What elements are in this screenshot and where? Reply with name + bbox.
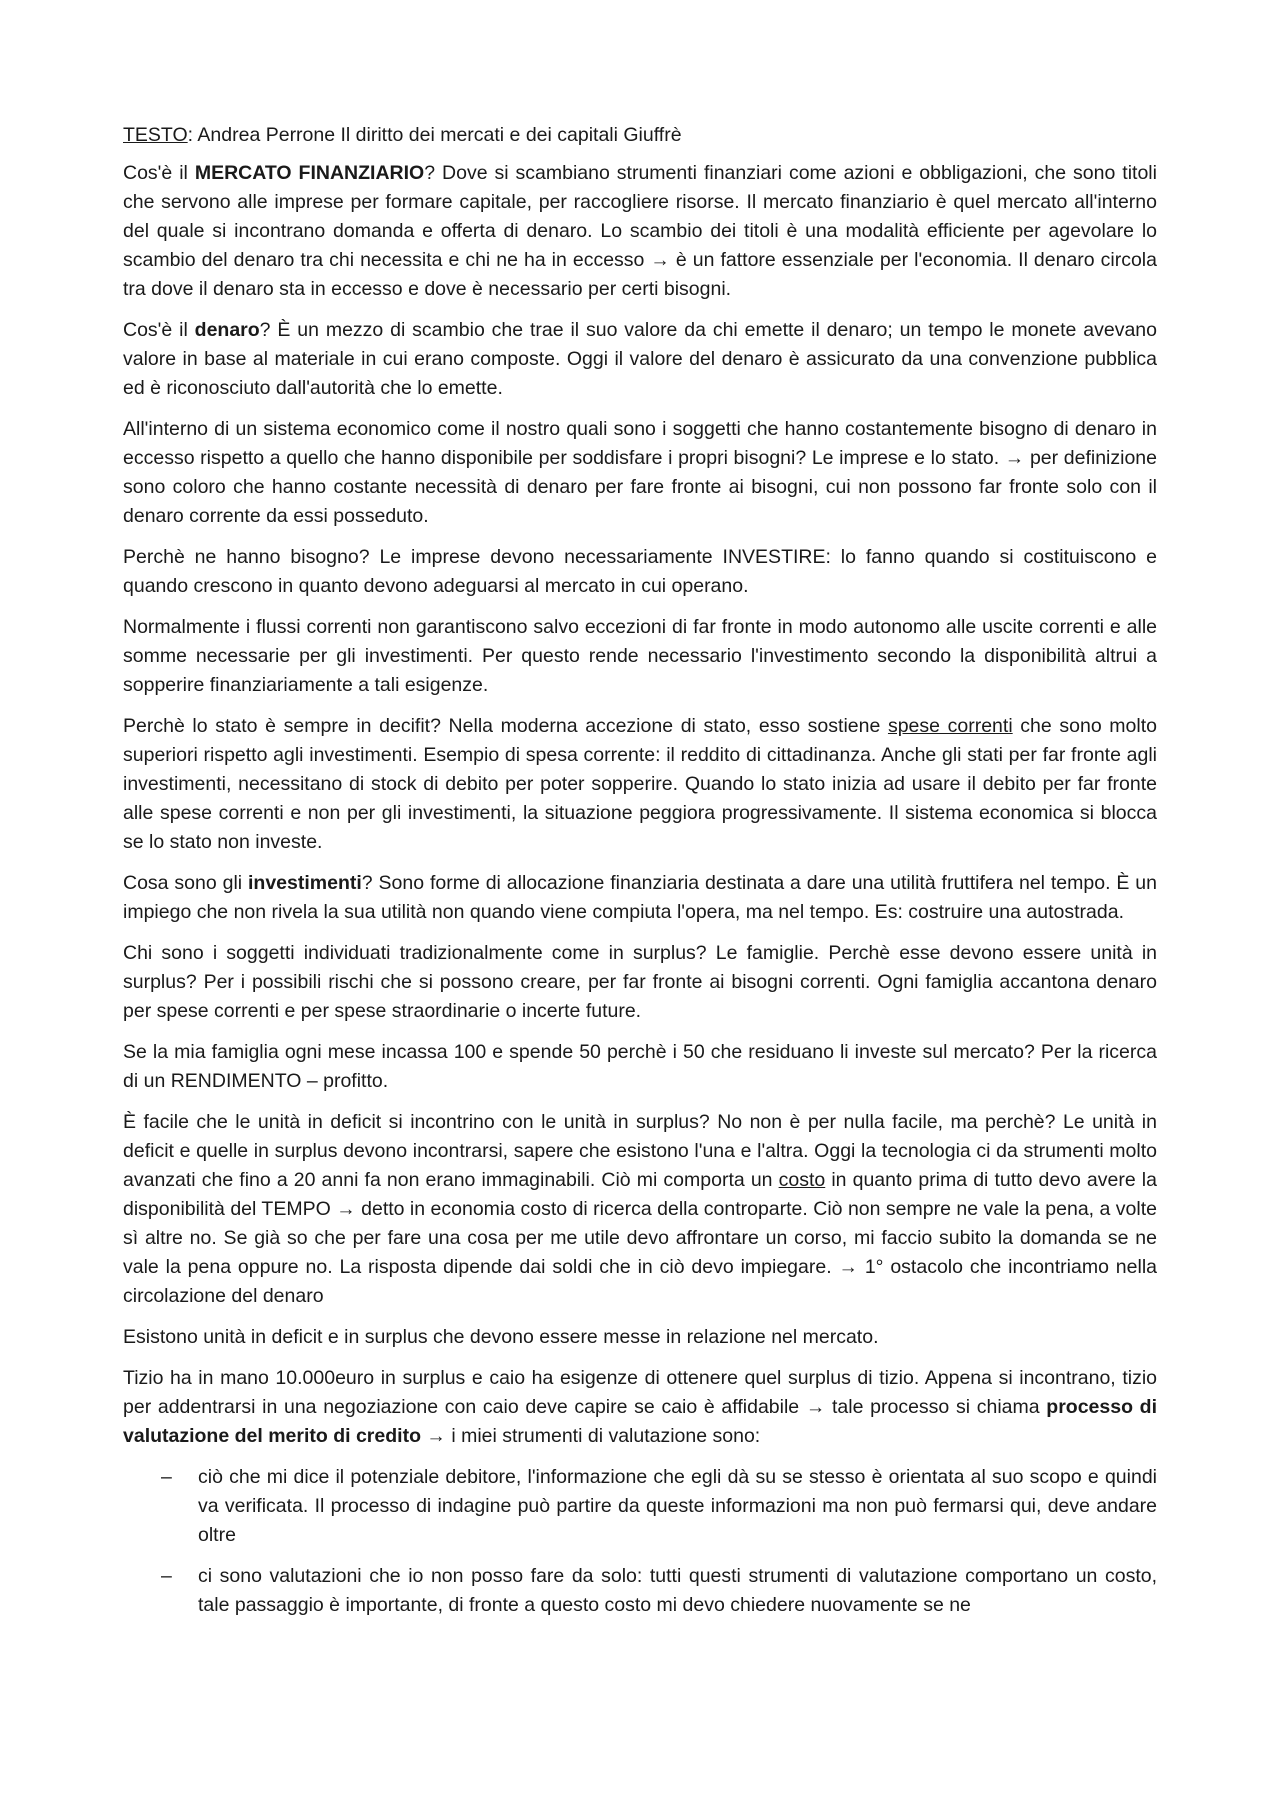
list-item-text: ciò che mi dice il potenziale debitore, l'informazione che egli dà su se stesso è orientata al suo scopo e quindi va verificata. Il processo di indagine può partire da queste informazioni ma non può fermarsi qui, deve andare oltre bbox=[198, 1466, 1157, 1546]
text-run: Tizio ha in mano 10.000euro in surplus e caio ha esigenze di ottenere quel surplus di tizio. Appena si incontrano, tizio per addentrarsi in una negoziazione con caio deve capire se caio è affidabile → tale processo si chiama bbox=[123, 1367, 1157, 1418]
list-item-text: ci sono valutazioni che io non posso fare da solo: tutti questi strumenti di valutazione comportano un costo, tale passaggio è importante, di fronte a questo costo mi devo chiedere nuovamente se ne bbox=[198, 1565, 1157, 1616]
underlined-term: spese correnti bbox=[887, 715, 1013, 737]
text-run: Cosa sono gli bbox=[123, 872, 248, 894]
valuation-list bbox=[123, 1463, 1157, 1620]
paragraph-rendimento: Se la mia famiglia ogni mese incassa 100 e spende 50 perchè i 50 che residuano li investe sul mercato? Per la ricerca di un RENDIMENTO – profitto. bbox=[123, 1041, 1157, 1092]
paragraph-investimenti bbox=[123, 869, 1157, 927]
paragraph-bisogno: Perchè ne hanno bisogno? Le imprese devono necessariamente INVESTIRE: lo fanno quando si costituiscono e quando crescono in quanto devono adeguarsi al mercato in cui operano. bbox=[123, 546, 1157, 597]
dash-bullet: – bbox=[161, 1565, 172, 1587]
paragraph-incontro bbox=[123, 1108, 1157, 1311]
paragraph-surplus: Chi sono i soggetti individuati tradizionalmente come in surplus? Le famiglie. Perchè esse devono essere unità in surplus? Per i possibili rischi che si possono creare, per far fronte ai bisogni correnti. Ogni famiglia accantona denaro per spese correnti e per spese straordinarie o incerte future. bbox=[123, 942, 1157, 1022]
bold-term: processo di valutazione del merito di credito bbox=[123, 1396, 1157, 1447]
text-run: ? È un mezzo di scambio che trae il suo valore da chi emette il denaro; un tempo le monete avevano valore in base al materiale in cui erano composte. Oggi il valore del denaro è assicurato da una convenzione pubblica ed è riconosciuto dall'autorità che lo emette. bbox=[123, 319, 1157, 399]
paragraph-stato-deficit bbox=[123, 712, 1157, 857]
text-run: ? Dove si scambiano strumenti finanziari come azioni e obbligazioni, che sono titoli che servono alle imprese per formare capitale, per raccogliere risorse. Il mercato finanziario è quel mercato all'interno del quale si incontrano domanda e offerta di denaro. Lo scambio dei titoli è una modalità efficiente per agevolare lo scambio del denaro tra chi necessita e chi ne ha in eccesso → è un fattore essenziale per l'economia. Il denaro circola tra dove il denaro sta in eccesso e dove è necessario per certi bisogni. bbox=[123, 162, 1157, 300]
paragraph-flussi: Normalmente i flussi correnti non garantiscono salvo eccezioni di far fronte in modo autonomo alle uscite correnti e alle somme necessarie per gli investimenti. Per questo rende necessario l'investimento secondo la disponibilità altrui a sopperire finanziariamente a tali esigenze. bbox=[123, 616, 1157, 696]
paragraph-unita: Esistono unità in deficit e in surplus che devono essere messe in relazione nel mercato. bbox=[123, 1326, 879, 1348]
paragraph-mercato-finanziario bbox=[123, 159, 1157, 304]
source-text: : Andrea Perrone Il diritto dei mercati e dei capitali Giuffrè bbox=[187, 124, 682, 146]
text-run: → i miei strumenti di valutazione sono: bbox=[420, 1425, 761, 1447]
paragraph-tizio-caio bbox=[123, 1364, 1157, 1451]
dash-bullet: – bbox=[161, 1466, 172, 1488]
source-label: TESTO bbox=[123, 124, 188, 146]
text-run: Perchè lo stato è sempre in decifit? Nella moderna accezione di stato, esso sostiene bbox=[123, 715, 888, 737]
list-item bbox=[123, 1463, 1157, 1550]
text-run: Cos'è il bbox=[123, 162, 195, 184]
bold-term: denaro bbox=[194, 319, 260, 341]
text-run: ? Sono forme di allocazione finanziaria destinata a dare una utilità fruttifera nel tempo. È un impiego che non rivela la sua utilità non quando viene compiuta l'opera, ma nel tempo. Es: costruire una autostrada. bbox=[123, 872, 1157, 923]
text-run: Cos'è il bbox=[123, 319, 195, 341]
text-run: che sono molto superiori rispetto agli investimenti. Esempio di spesa corrente: il reddito di cittadinanza. Anche gli stati per far fronte agli investimenti, necessitano di stock di debito per poter sopperire. Quando lo stato inizia ad usare il debito per far fronte alle spese correnti e non per gli investimenti, la situazione peggiora progressivamente. Il sistema economica si blocca se lo stato non investe. bbox=[123, 715, 1157, 853]
underlined-term: costo bbox=[778, 1169, 826, 1191]
text-run: in quanto prima di tutto devo avere la disponibilità del TEMPO → detto in economia costo di ricerca della controparte. Ciò non sempre ne vale la pena, a volte sì altre no. Se già so che per fare una cosa per me utile devo affrontare un corso, mi faccio subito la domanda se ne vale la pena oppure no. La risposta dipende dai soldi che in ciò devo impiegare. → 1° ostacolo che incontriamo nella circolazione del denaro bbox=[123, 1169, 1157, 1307]
list-item bbox=[123, 1562, 1157, 1620]
paragraph-denaro bbox=[123, 316, 1157, 403]
source-citation bbox=[123, 121, 1157, 150]
paragraph-soggetti: All'interno di un sistema economico come il nostro quali sono i soggetti che hanno costantemente bisogno di denaro in eccesso rispetto a quello che hanno disponibile per soddisfare i propri bisogni? Le imprese e lo stato. → per definizione sono coloro che hanno costante necessità di denaro per fare fronte ai bisogni, cui non possono far fronte solo con il denaro corrente da essi posseduto. bbox=[123, 418, 1157, 527]
text-run: È facile che le unità in deficit si incontrino con le unità in surplus? No non è per nulla facile, ma perchè? Le unità in deficit e quelle in surplus devono incontrarsi, sapere che esistono l'una e l'altra. Oggi la tecnologia ci da strumenti molto avanzati che fino a 20 anni fa non erano immaginabili. Ciò mi comporta un bbox=[123, 1111, 1157, 1191]
bold-term: MERCATO FINANZIARIO bbox=[194, 162, 425, 184]
bold-term: investimenti bbox=[248, 872, 362, 894]
